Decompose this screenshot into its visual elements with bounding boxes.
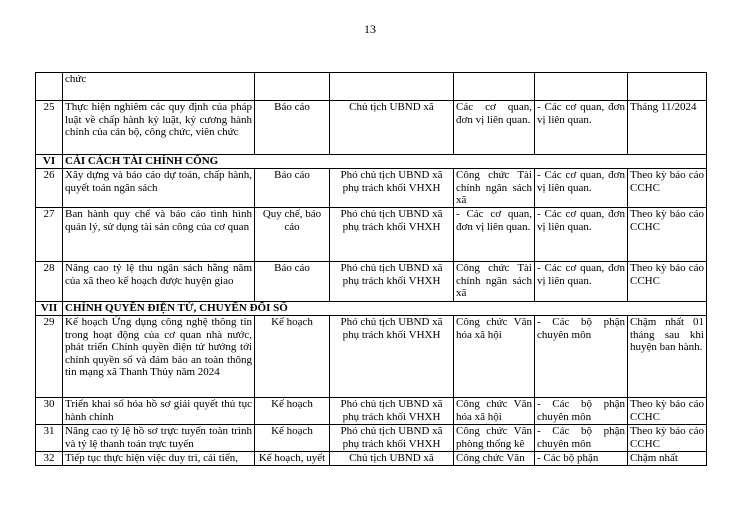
task-coordinator: Các cơ quan, đơn vị liên quan. (454, 101, 535, 155)
task-deadline: Theo kỳ báo cáo CCHC (628, 398, 707, 425)
task-lead: Chủ tịch UBND xã (330, 101, 454, 155)
task-lead (330, 73, 454, 101)
task-cooperating-units: - Các cơ quan, đơn vị liên quan. (535, 101, 628, 155)
task-lead: Phó chủ tịch UBND xã phụ trách khối VHXH (330, 208, 454, 262)
task-lead: Phó chủ tịch UBND xã phụ trách khối VHXH (330, 316, 454, 398)
task-number: 27 (36, 208, 63, 262)
task-product: Kế hoạch (255, 316, 330, 398)
task-coordinator: Công chức Văn hóa xã hội (454, 398, 535, 425)
table-row (36, 262, 707, 302)
task-product: Kế hoạch, uyết (255, 452, 330, 466)
task-product (255, 73, 330, 101)
task-number: 29 (36, 316, 63, 398)
task-coordinator: Công chức Tài chính ngân sách xã (454, 262, 535, 302)
section-title: CHÍNH QUYỀN ĐIỆN TỬ, CHUYỂN ĐỔI SỐ (63, 302, 707, 316)
task-number: 30 (36, 398, 63, 425)
task-number: 26 (36, 169, 63, 208)
task-content: Xây dựng và báo cáo dự toán, chấp hành, quyết toán ngân sách (63, 169, 255, 208)
task-number (36, 73, 63, 101)
table-row (36, 452, 707, 466)
task-product: Quy chế, báo cáo (255, 208, 330, 262)
task-content: chức (63, 73, 255, 101)
section-header-row (36, 155, 707, 169)
task-deadline: Theo kỳ báo cáo CCHC (628, 208, 707, 262)
task-number: 28 (36, 262, 63, 302)
task-number: 25 (36, 101, 63, 155)
task-product: Kế hoạch (255, 425, 330, 452)
section-number: VII (36, 302, 63, 316)
section-title: CẢI CÁCH TÀI CHÍNH CÔNG (63, 155, 707, 169)
plan-table (35, 72, 707, 466)
task-product: Kế hoạch (255, 398, 330, 425)
task-coordinator (454, 73, 535, 101)
task-content: Kế hoạch Ứng dụng công nghệ thông tin trong hoạt động của cơ quan nhà nước, phát triển Chính quyền điện tử hướng tới chính quyền số và đảm bảo an toàn thông tin mạng xã Thanh Thủy năm 2024 (63, 316, 255, 398)
task-product: Báo cáo (255, 101, 330, 155)
task-deadline (628, 73, 707, 101)
task-product: Báo cáo (255, 169, 330, 208)
task-cooperating-units: - Các bộ phận chuyên môn (535, 316, 628, 398)
table-row (36, 316, 707, 398)
task-content: Triển khai số hóa hồ sơ giải quyết thủ tục hành chính (63, 398, 255, 425)
task-coordinator: - Các cơ quan, đơn vị liên quan. (454, 208, 535, 262)
task-cooperating-units: - Các cơ quan, đơn vị liên quan. (535, 169, 628, 208)
task-lead: Phó chủ tịch UBND xã phụ trách khối VHXH (330, 425, 454, 452)
task-number: 32 (36, 452, 63, 466)
task-coordinator: Công chức Văn phòng thống kê (454, 425, 535, 452)
task-lead: Phó chủ tịch UBND xã phụ trách khối VHXH (330, 398, 454, 425)
task-product: Báo cáo (255, 262, 330, 302)
task-lead: Phó chủ tịch UBND xã phụ trách khối VHXH (330, 169, 454, 208)
task-cooperating-units (535, 73, 628, 101)
task-deadline: Theo kỳ báo cáo CCHC (628, 425, 707, 452)
task-content: Thực hiện nghiêm các quy định của pháp luật về chấp hành kỷ luật, kỷ cương hành chính của cán bộ, công chức, viên chức (63, 101, 255, 155)
section-header-row (36, 302, 707, 316)
table-row (36, 169, 707, 208)
task-deadline: Tháng 11/2024 (628, 101, 707, 155)
task-content: Nâng cao tỷ lệ thu ngân sách hằng năm của xã theo kế hoạch được huyện giao (63, 262, 255, 302)
task-deadline: Chậm nhất 01 tháng sau khi huyện ban hành. (628, 316, 707, 398)
table-row (36, 398, 707, 425)
table-row (36, 208, 707, 262)
task-content: Nâng cao tỷ lệ hồ sơ trực tuyến toàn trình và tỷ lệ thanh toán trực tuyến (63, 425, 255, 452)
table-row (36, 101, 707, 155)
section-number: VI (36, 155, 63, 169)
task-cooperating-units: - Các bộ phận chuyên môn (535, 425, 628, 452)
task-coordinator: Công chức Văn (454, 452, 535, 466)
task-deadline: Chậm nhất (628, 452, 707, 466)
task-deadline: Theo kỳ báo cáo CCHC (628, 262, 707, 302)
task-cooperating-units: - Các cơ quan, đơn vị liên quan. (535, 262, 628, 302)
task-content: Ban hành quy chế và báo cáo tình hình quản lý, sử dụng tài sản công của cơ quan (63, 208, 255, 262)
task-cooperating-units: - Các bộ phận (535, 452, 628, 466)
table-row (36, 73, 707, 101)
task-cooperating-units: - Các bộ phận chuyên môn (535, 398, 628, 425)
task-content: Tiếp tục thực hiện việc duy trì, cải tiến, (63, 452, 255, 466)
task-deadline: Theo kỳ báo cáo CCHC (628, 169, 707, 208)
task-coordinator: Công chức Tài chính ngân sách xã (454, 169, 535, 208)
task-number: 31 (36, 425, 63, 452)
page-number: 13 (364, 22, 376, 36)
task-coordinator: Công chức Văn hóa xã hội (454, 316, 535, 398)
task-lead: Phó chủ tịch UBND xã phụ trách khối VHXH (330, 262, 454, 302)
task-lead: Chủ tịch UBND xã (330, 452, 454, 466)
table-row (36, 425, 707, 452)
task-cooperating-units: - Các cơ quan, đơn vị liên quan. (535, 208, 628, 262)
